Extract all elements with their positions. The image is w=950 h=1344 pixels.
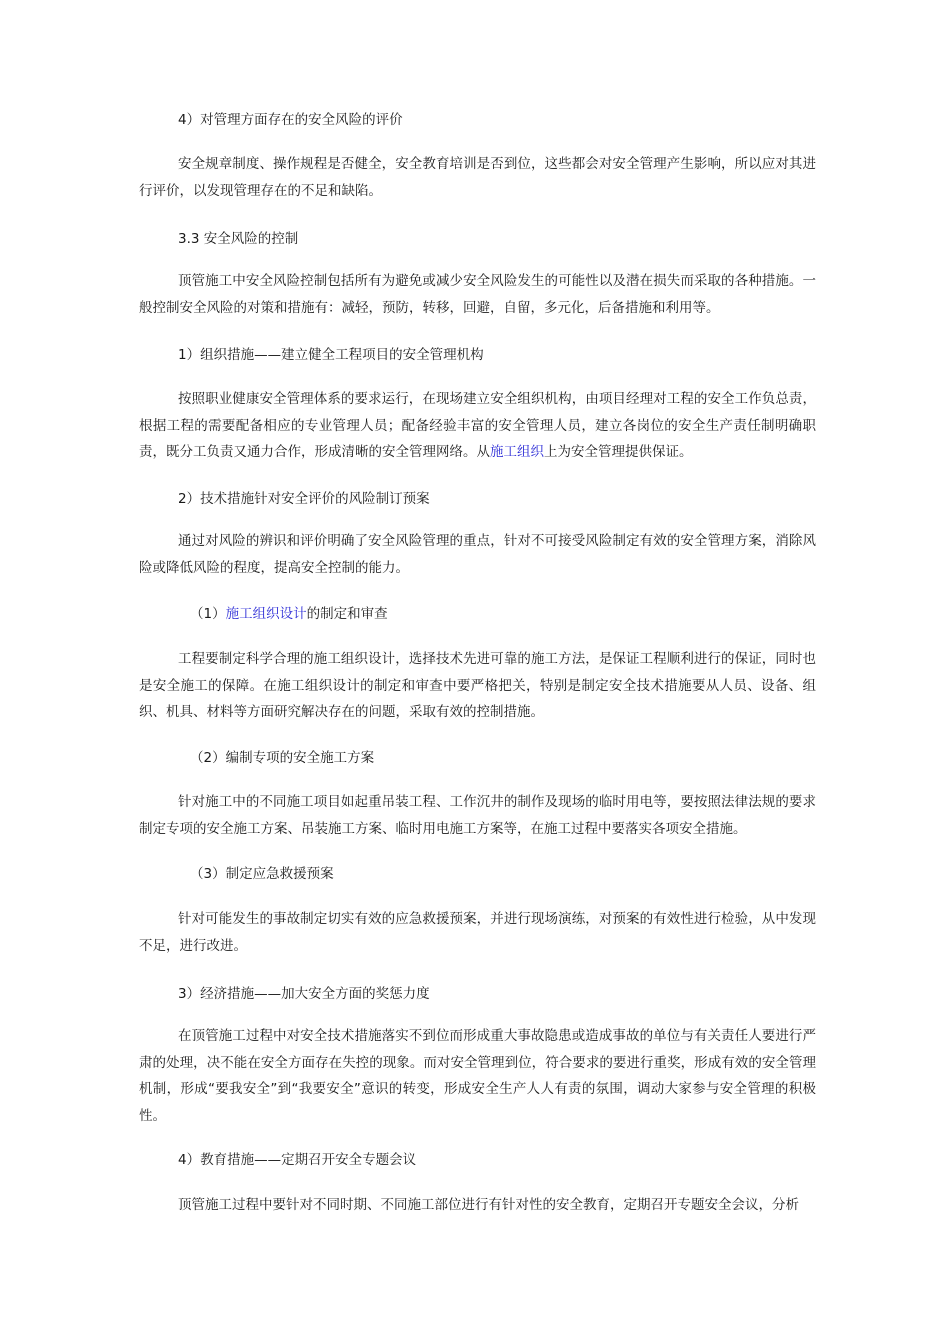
paragraph-text: 上为安全管理提供保证。 [544,444,693,460]
heading-education-measures: 4）教育措施——定期召开安全专题会议 [178,1152,417,1168]
link-construction-organization[interactable]: 施工组织 [490,444,544,460]
paragraph-special-safety-plan: 针对施工中的不同施工项目如起重吊装工程、工作沉井的制作及现场的临时用电等，要按照法律法规的要求制定专项的安全施工方案、吊装施工方案、临时用电施工方案等，在施工过程中要落实各项安全措施。 [139,794,816,837]
subheading-emergency-plan: （3）制定应急救援预案 [190,866,334,882]
heading-risk-evaluation-management: 4）对管理方面存在的安全风险的评价 [178,112,403,128]
heading-section-3-3: 3.3 安全风险的控制 [178,231,299,247]
heading-organizational-measures: 1）组织措施——建立健全工程项目的安全管理机构 [178,347,484,363]
heading-economic-measures: 3）经济措施——加大安全方面的奖惩力度 [178,986,430,1002]
paragraph-management-evaluation: 安全规章制度、操作规程是否健全，安全教育培训是否到位，这些都会对安全管理产生影响，所以应对其进行评价，以发现管理存在的不足和缺陷。 [139,156,816,199]
paragraph-technical-measures: 通过对风险的辨识和评价明确了安全风险管理的重点，针对不可接受风险制定有效的安全管理方案，消除风险或降低风险的程度，提高安全控制的能力。 [139,533,816,576]
paragraph-construction-design: 工程要制定科学合理的施工组织设计，选择技术先进可靠的施工方法，是保证工程顺利进行的保证，同时也是安全施工的保障。在施工组织设计的制定和审查中要严格把关，特别是制定安全技术措施要从人员、设备、组织、机具、材料等方面研究解决存在的问题，采取有效的控制措施。 [139,651,816,720]
heading-technical-measures: 2）技术措施针对安全评价的风险制订预案 [178,491,430,507]
paragraph-economic-measures: 在顶管施工过程中对安全技术措施落实不到位而形成重大事故隐患或造成事故的单位与有关责任人要进行严肃的处理，决不能在安全方面存在失控的现象。而对安全管理到位，符合要求的要进行重奖，形成有效的安全管理机制，形成“要我安全”到“我要安全”意识的转变，形成安全生产人人有责的氛围，调动大家参与安全管理的积极性。 [139,1028,816,1124]
subheading-text: 的制定和审查 [306,606,388,622]
subheading-special-safety-plan: （2）编制专项的安全施工方案 [190,750,375,766]
paragraph-text: 按照职业健康安全管理体系的要求运行，在现场建立安全组织机构，由项目经理对工程的安全工作负总责，根据工程的需要配备相应的专业管理人员；配备经验丰富的安全管理人员，建立各岗位的安全生产责任制明确职责，既分工负责又通力合作，形成清晰的安全管理网络。从 [139,391,816,460]
link-construction-organization-design[interactable]: 施工组织设计 [225,606,307,622]
paragraph-risk-control-overview: 顶管施工中安全风险控制包括所有为避免或减少安全风险发生的可能性以及潜在损失而采取的各种措施。一般控制安全风险的对策和措施有：减轻，预防，转移，回避，自留，多元化，后备措施和利用等。 [139,273,816,316]
subheading-number: （1） [190,606,226,622]
subheading-construction-design [190,604,388,624]
paragraph-organizational-measures [139,386,816,466]
paragraph-education-measures: 顶管施工过程中要针对不同时期、不同施工部位进行有针对性的安全教育，定期召开专题安全会议，分析 [178,1197,799,1213]
paragraph-emergency-plan: 针对可能发生的事故制定切实有效的应急救援预案，并进行现场演练，对预案的有效性进行检验，从中发现不足，进行改进。 [139,911,816,954]
